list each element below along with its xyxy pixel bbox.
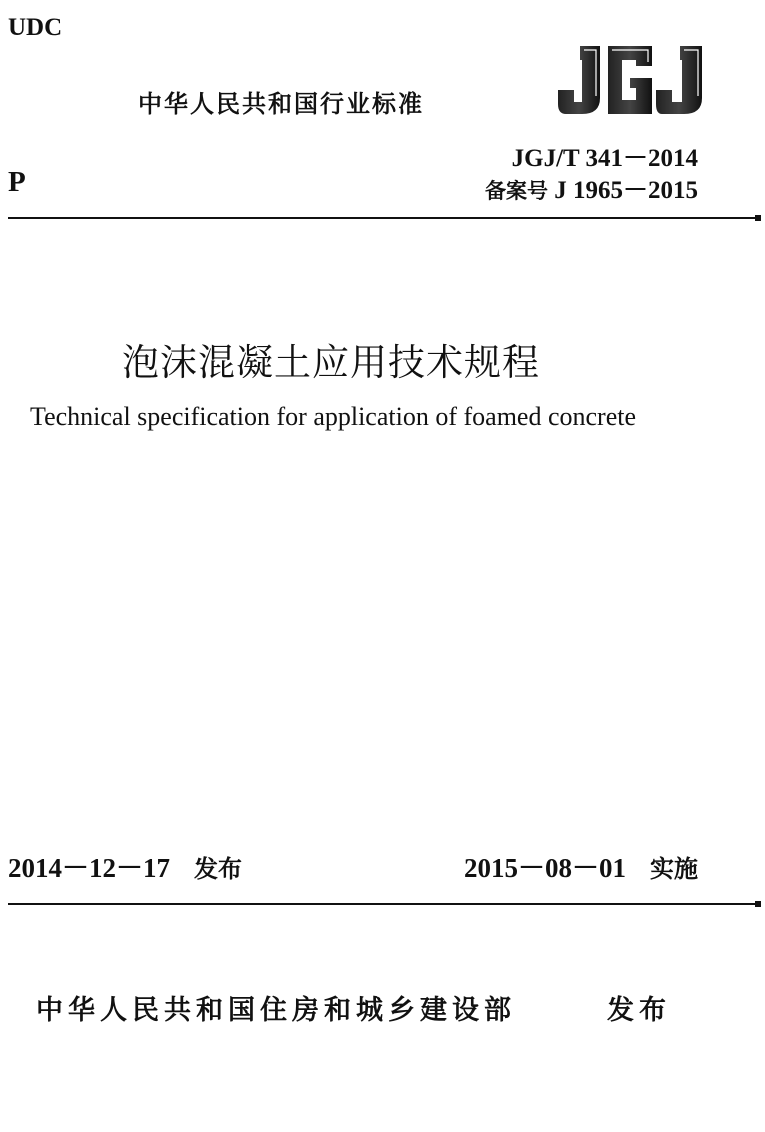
classification-code: P bbox=[8, 166, 26, 198]
issue-date: 2014－12－17 bbox=[8, 853, 170, 883]
issue-date-line bbox=[8, 846, 242, 885]
industry-standard-heading: 中华人民共和国行业标准 bbox=[138, 90, 424, 118]
document-title-english: Technical specification for application of foamed concrete bbox=[30, 402, 636, 431]
udc-label: UDC bbox=[8, 14, 63, 41]
top-divider bbox=[8, 217, 755, 219]
effective-label: 实施 bbox=[650, 855, 698, 883]
effective-date-line bbox=[464, 846, 698, 885]
jgj-logo bbox=[556, 42, 704, 118]
standard-number: JGJ/T 341－2014 bbox=[511, 145, 698, 172]
record-number-value: J 1965－2015 bbox=[554, 177, 698, 204]
effective-date: 2015－08－01 bbox=[464, 853, 626, 883]
issue-label: 发布 bbox=[194, 855, 242, 883]
publish-action: 发布 bbox=[607, 995, 671, 1026]
record-number-line bbox=[485, 170, 698, 206]
document-title-chinese: 泡沫混凝土应用技术规程 bbox=[122, 341, 540, 384]
bottom-divider bbox=[8, 903, 755, 905]
publisher-name: 中华人民共和国住房和城乡建设部 bbox=[36, 995, 516, 1026]
record-number-label: 备案号 bbox=[484, 179, 548, 203]
